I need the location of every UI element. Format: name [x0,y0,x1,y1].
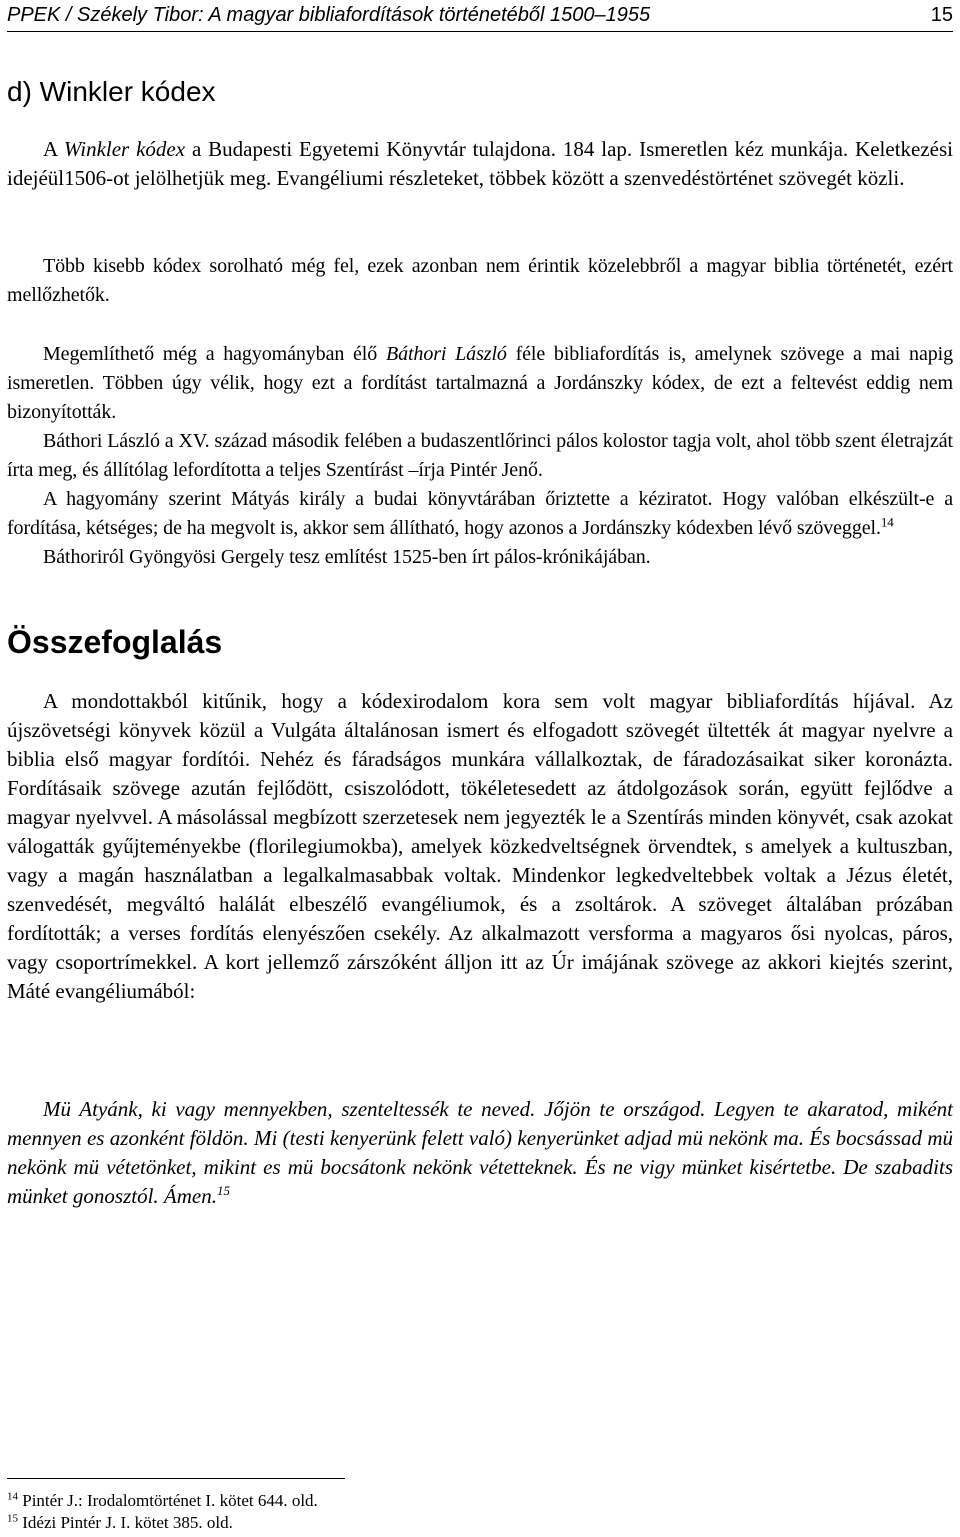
footnote-divider [7,1478,345,1479]
footnote-ref[interactable]: 15 [216,1183,230,1198]
text-run: a Budapesti Egyetemi Könyvtár tulajdona. 184 lap. Ismeretlen kéz munkája. Keletkezési idejéül1506-ot jelölhetjük meg. Evangéliumi részleteket, többek között a szenvedéstörténet szövegét közli. [7,137,954,190]
prayer-quote [7,1095,953,1211]
paragraph-winkler [7,135,953,193]
footnotes [7,1490,953,1534]
header-title: PPEK / Székely Tibor: A magyar bibliafordítások történetéből 1500–1955 [7,4,651,26]
text-run: A [43,137,64,161]
section-heading: d) Winkler kódex [7,76,216,107]
paragraph-summary [7,687,953,1006]
text-run: A hagyomány szerint Mátyás király a budai könyvtárában őriztette a kéziratot. Hogy valóban elkészült-e a fordítása, kétséges; de ha megvolt is, akkor sem állítható, hogy azonos a Jordánszky kódexben lévő szöveggel. [7,488,953,539]
text-run: Mü Atyánk, ki vagy mennyekben, szenteltessék te neved. Jőjön te országod. Legyen te akaratod, miként mennyen es azonként földön. Mi (testi kenyerünk felett való) kenyerünket adjad mü nekönk ma. És bocsássad mü nekönk mü vétetönket, mikint es mü bocsátonk nekönk vétetteknek. És ne vigy münket kisértetbe. De szabadits münket gonosztól. Ámen. [7,1097,953,1208]
emphasis-text: Báthori László [385,343,507,365]
paragraph-text [7,340,953,427]
footnote [7,1512,953,1534]
paragraph-bathori [7,340,953,572]
footnote-ref[interactable]: 14 [880,514,894,530]
header-divider [7,31,953,32]
paragraph-text: A mondottakból kitűnik, hogy a kódexirodalom kora sem volt magyar bibliafordítás híjával. Az újszövetségi könyvek közül a Vulgáta általánosan ismert és elfogadott szövegét ültették át magyar nyelvre a biblia első magyar fordítói. Nehéz és fáradságos munkára vállalkoztak, de fáradozásaikat siker koronázta. Fordításaik szövege azután fejlődött, csiszolódott, tökéletesedett az átdolgozások során, együtt fejlődve a magyar nyelvvel. A másolással megbízott szerzetesek nem jegyezték le a Szentírás minden könyvét, csak azokat válogatták gyűjteményekbe (florilegiumokba), amelyek közkedveltségnek örvendtek, s amelyek a kultuszban, vagy a magán használatban a legalkalmasabbak voltak. Mindenkor legkedveltebbek voltak a Jézus életét, szenvedését, megváltó halálát elbeszélő evangéliumok, és a zsoltárok. A szöveget általában prózában fordították; a verses fordítás elenyészően csekély. Az alkalmazott versforma a magyaros ősi nyolcas, páros, vagy csoportrímekkel. A kort jellemző zárszóként álljon itt az Úr imájának szövege az akkori kiejtés szerint, Máté evangéliumából: [7,689,953,1003]
page-number: 15 [930,4,953,26]
paragraph-text [7,485,953,543]
footnote [7,1490,953,1512]
footnote-text: Idézi Pintér J. I. kötet 385. old. [18,1513,233,1532]
footnote-number: 14 [7,1490,18,1503]
paragraph-text: Báthoriról Gyöngyösi Gergely tesz említést 1525-ben írt pálos-krónikájában. [43,546,651,568]
paragraph-text: Báthori László a XV. század második felében a budaszentlőrinci pálos kolostor tagja volt, ahol több szent életrajzát írta meg, és állítólag lefordította a teljes Szentírást –írja Pintér Jenő. [7,430,953,481]
paragraph-text: Több kisebb kódex sorolható még fel, ezek azonban nem érintik közelebbről a magyar biblia történetét, ezért mellőzhetők. [7,255,953,306]
chapter-heading: Összefoglalás [7,624,223,660]
paragraph-text [7,135,953,193]
text-run: féle bibliafordítás is, amelynek szövege a mai napig ismeretlen. Többen úgy vélik, hogy ezt a fordítást tartalmazná a Jordánszky kódex, de ezt a feltevést eddig nem bizonyították. [7,343,953,423]
footnote-number: 15 [7,1512,18,1525]
paragraph-minor-codices [7,252,953,310]
emphasis-text: Winkler kódex [63,137,186,161]
running-header [7,2,953,28]
paragraph-text [7,1095,953,1211]
text-run: Megemlíthető még a hagyományban élő [43,343,386,365]
footnote-text: Pintér J.: Irodalomtörténet I. kötet 644. old. [18,1491,318,1510]
